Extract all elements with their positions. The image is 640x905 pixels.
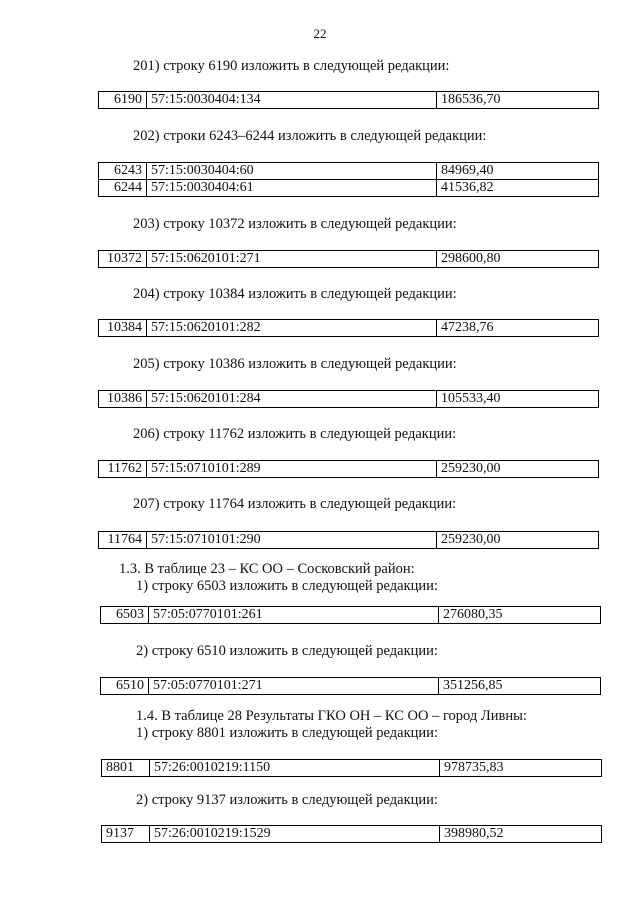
cadastral-value: 351256,85 <box>439 678 601 695</box>
table-row <box>99 92 599 109</box>
data-table <box>98 531 599 549</box>
data-table <box>98 250 599 268</box>
cadastral-value: 978735,83 <box>440 760 602 777</box>
table-row <box>99 251 599 268</box>
table-row <box>102 826 602 843</box>
item-heading: 2) строку 9137 изложить в следующей редакции: <box>136 792 438 808</box>
item-heading: 201) строку 6190 изложить в следующей редакции: <box>133 58 450 74</box>
cadastral-number: 57:05:0770101:261 <box>149 607 439 624</box>
cadastral-value: 276080,35 <box>439 607 601 624</box>
cadastral-value: 186536,70 <box>437 92 599 109</box>
data-table <box>101 759 602 777</box>
item-heading: 205) строку 10386 изложить в следующей редакции: <box>133 356 457 372</box>
data-table <box>98 91 599 109</box>
item-heading: 202) строки 6243–6244 изложить в следующей редакции: <box>133 128 487 144</box>
item-heading: 1) строку 8801 изложить в следующей редакции: <box>136 725 438 741</box>
cadastral-number: 57:15:0710101:290 <box>147 532 437 549</box>
table-row <box>99 320 599 337</box>
data-table <box>100 677 601 695</box>
cadastral-value: 259230,00 <box>437 532 599 549</box>
data-table <box>98 460 599 478</box>
table-row <box>99 461 599 478</box>
cadastral-number: 57:05:0770101:271 <box>149 678 439 695</box>
section-title: 1.3. В таблице 23 – КС ОО – Сосковский район: <box>119 561 415 577</box>
cadastral-number: 57:15:0620101:271 <box>147 251 437 268</box>
data-table <box>101 825 602 843</box>
cadastral-number: 57:26:0010219:1529 <box>150 826 440 843</box>
row-number: 9137 <box>102 826 150 843</box>
table-row <box>101 607 601 624</box>
cadastral-value: 398980,52 <box>440 826 602 843</box>
cadastral-number: 57:15:0030404:134 <box>147 92 437 109</box>
item-heading: 206) строку 11762 изложить в следующей редакции: <box>133 426 457 442</box>
table-row <box>101 678 601 695</box>
cadastral-number: 57:15:0620101:282 <box>147 320 437 337</box>
row-number: 6244 <box>99 180 147 197</box>
cadastral-value: 259230,00 <box>437 461 599 478</box>
table-row <box>99 532 599 549</box>
row-number: 11762 <box>99 461 147 478</box>
cadastral-number: 57:15:0620101:284 <box>147 391 437 408</box>
data-table <box>98 162 599 197</box>
item-heading: 204) строку 10384 изложить в следующей редакции: <box>133 286 457 302</box>
item-heading: 203) строку 10372 изложить в следующей редакции: <box>133 216 457 232</box>
row-number: 6190 <box>99 92 147 109</box>
row-number: 6510 <box>101 678 149 695</box>
table-row <box>99 163 599 180</box>
row-number: 8801 <box>102 760 150 777</box>
row-number: 10386 <box>99 391 147 408</box>
section-title: 1.4. В таблице 28 Результаты ГКО ОН – КС ОО – город Ливны: <box>136 708 527 724</box>
row-number: 6243 <box>99 163 147 180</box>
data-table <box>100 606 601 624</box>
cadastral-value: 105533,40 <box>437 391 599 408</box>
table-row <box>99 180 599 197</box>
table-row <box>102 760 602 777</box>
cadastral-number: 57:26:0010219:1150 <box>150 760 440 777</box>
cadastral-value: 298600,80 <box>437 251 599 268</box>
cadastral-value: 47238,76 <box>437 320 599 337</box>
row-number: 6503 <box>101 607 149 624</box>
data-table <box>98 319 599 337</box>
row-number: 10372 <box>99 251 147 268</box>
row-number: 11764 <box>99 532 147 549</box>
cadastral-number: 57:15:0710101:289 <box>147 461 437 478</box>
item-heading: 207) строку 11764 изложить в следующей редакции: <box>133 496 457 512</box>
page-number: 22 <box>313 26 327 41</box>
data-table <box>98 390 599 408</box>
item-heading: 1) строку 6503 изложить в следующей редакции: <box>136 578 438 594</box>
cadastral-number: 57:15:0030404:61 <box>147 180 437 197</box>
cadastral-value: 41536,82 <box>437 180 599 197</box>
cadastral-number: 57:15:0030404:60 <box>147 163 437 180</box>
cadastral-value: 84969,40 <box>437 163 599 180</box>
table-row <box>99 391 599 408</box>
item-heading: 2) строку 6510 изложить в следующей редакции: <box>136 643 438 659</box>
row-number: 10384 <box>99 320 147 337</box>
